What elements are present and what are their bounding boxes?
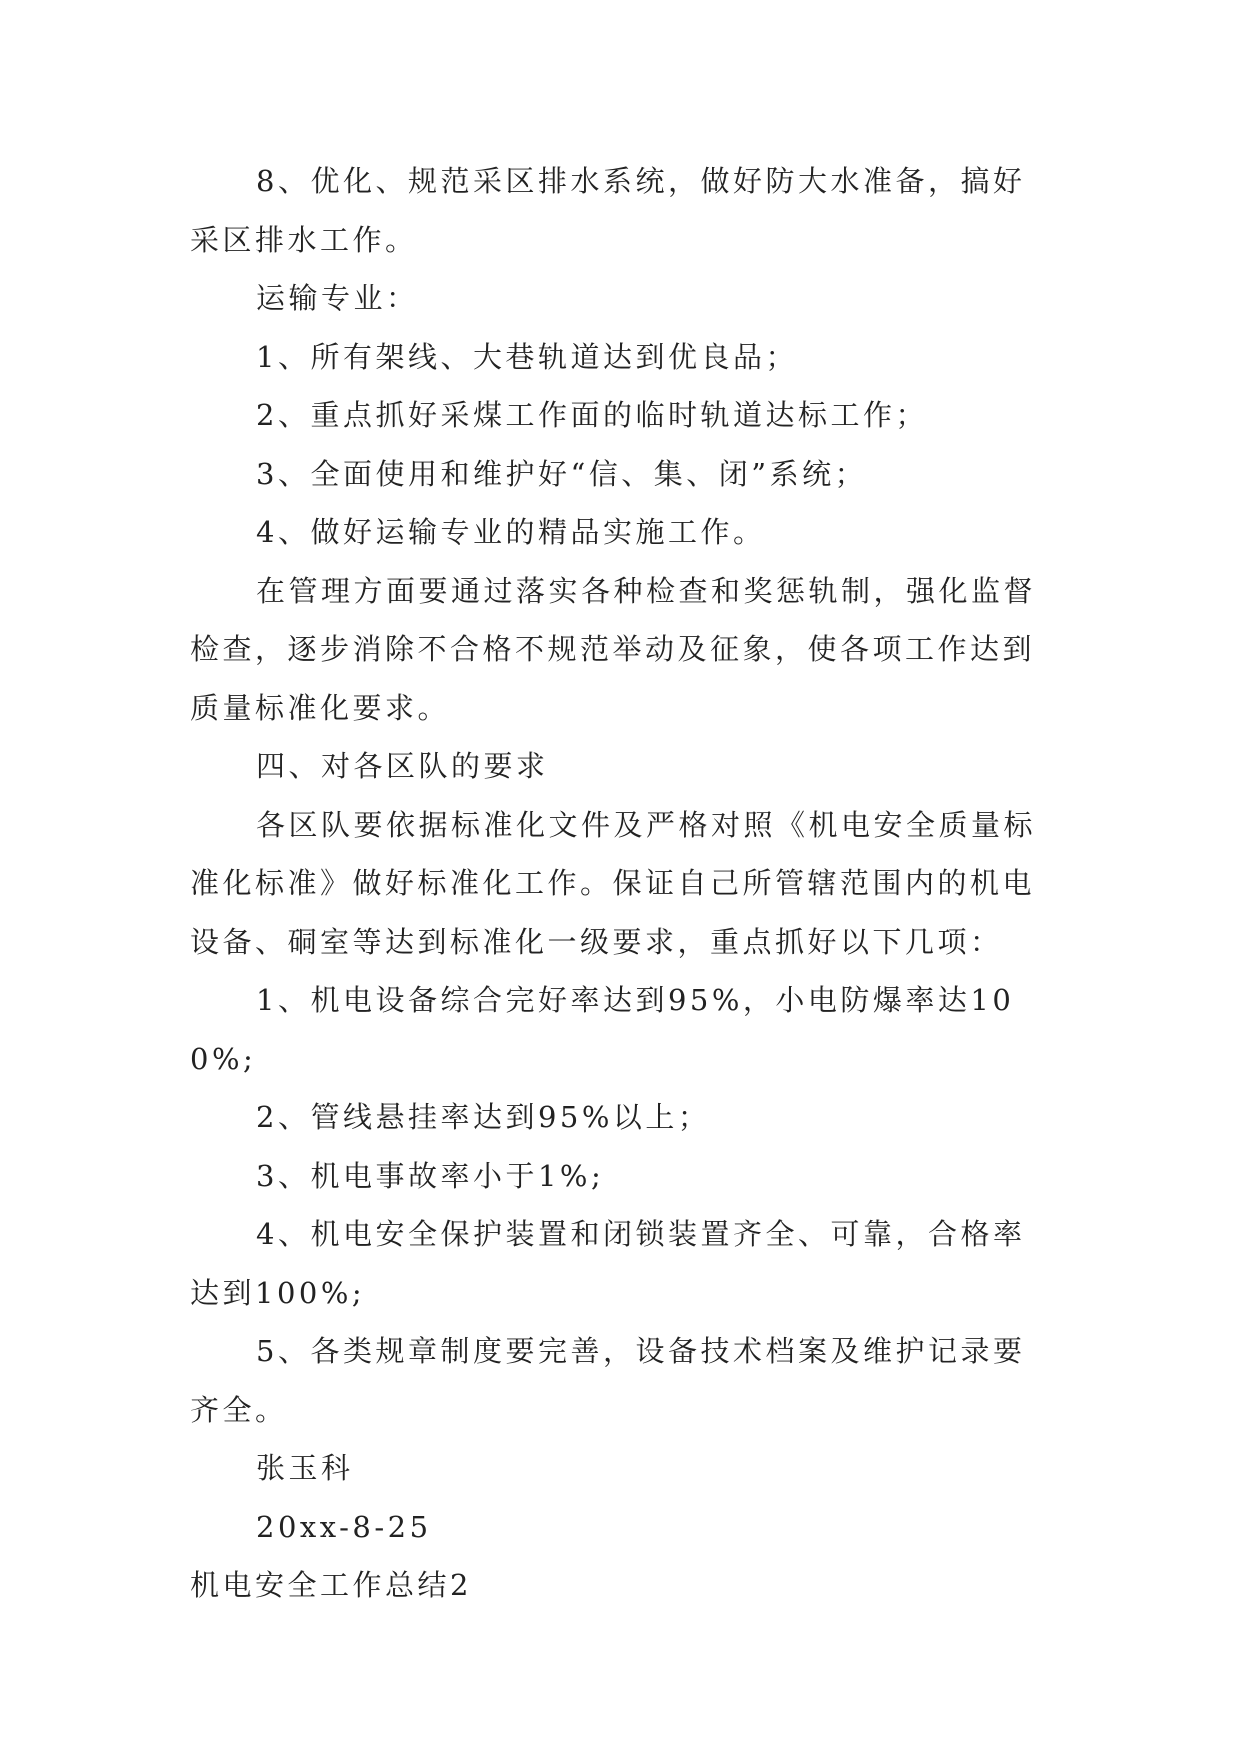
list-item-transport-1: 1、所有架线、大巷轨道达到优良品； [256,339,798,374]
document-body [190,152,1056,1615]
paragraph-item-8-drainage: 8、优化、规范采区排水系统，做好防大水准备，搞好采区排水工作。 [190,164,1026,257]
author-name: 张玉科 [256,1451,354,1485]
section-heading-transport: 运输专业： [256,281,419,315]
section-heading-team-requirements: 四、对各区队的要求 [256,749,549,783]
list-item-transport-4: 4、做好运输专业的精品实施工作。 [256,515,766,549]
list-item-requirement-3: 3、机电事故率小于1%; [256,1158,605,1193]
list-item-requirement-2: 2、管线悬挂率达到95%以上； [256,1100,711,1134]
list-item-requirement-4: 4、机电安全保护装置和闭锁装置齐全、可靠，合格率达到100%; [190,1217,1026,1310]
paragraph-management: 在管理方面要通过落实各种检查和奖惩轨制，强化监督检查，逐步消除不合格不规范举动及征象，使各项工作达到质量标准化要求。 [190,573,1037,725]
next-section-title: 机电安全工作总结2 [190,1568,472,1602]
list-item-requirement-5: 5、各类规章制度要完善，设备技术档案及维护记录要齐全。 [190,1334,1026,1427]
list-item-transport-3: 3、全面使用和维护好“信、集、闭”系统； [256,456,868,491]
paragraph-team-requirements: 各区队要依据标准化文件及严格对照《机电安全质量标准化标准》做好标准化工作。保证自己所管辖范围内的机电设备、硐室等达到标准化一级要求，重点抓好以下几项： [190,807,1037,959]
list-item-transport-2: 2、重点抓好采煤工作面的临时轨道达标工作； [256,398,928,432]
document-date: 20xx-8-25 [256,1509,432,1544]
list-item-requirement-1: 1、机电设备综合完好率达到95%，小电防爆率达100%; [190,983,1015,1076]
